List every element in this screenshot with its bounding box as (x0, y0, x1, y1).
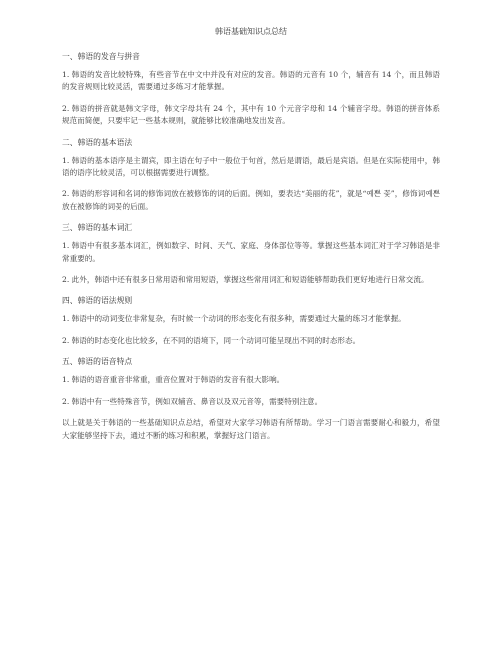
document-title: 韩语基础知识点总结 (215, 27, 287, 36)
paragraph: 1. 韩语的基本语序是主谓宾，即主语在句子中一般位于句首，然后是谓语，最后是宾语。但是在实际使用中，韩语的语序比较灵活，可以根据需要进行调整。 (62, 155, 440, 178)
paragraph: 2. 韩语的形容词和名词的修饰词放在被修饰的词的后面。例如，要表达“美丽的花”，就是“예쁜 꽃”，修饰词예쁜放在被修饰的词꽃的后面。 (62, 189, 440, 211)
paragraph: 2. 韩语的拼音就是韩文字母，韩文字母共有 24 个，其中有 10 个元音字母和 14 个辅音字母。韩语的拼音体系规范而简便，只要牢记一些基本规则，就能够比较准确地发出发音。 (62, 103, 440, 126)
paragraph: 1. 韩语中的动词变位非常复杂，有时候一个动词的形态变化有很多种，需要通过大量的练习才能掌握。 (62, 314, 406, 324)
paragraph: 2. 韩语中有一些特殊音节，例如双辅音、鼻音以及双元音等，需要特别注意。 (62, 396, 323, 406)
closing-paragraph: 以上就是关于韩语的一些基础知识点总结，希望对大家学习韩语有所帮助。学习一门语言需要耐心和毅力，希望大家能够坚持下去，通过不断的练习和积累，掌握好这门语言。 (62, 418, 440, 440)
section-phonetics (62, 356, 440, 408)
paragraph: 2. 韩语的时态变化也比较多，在不同的语境下，同一个动词可能呈现出不同的时态形态。 (62, 335, 361, 345)
paragraph: 1. 韩语的语音重音非常重，重音位置对于韩语的发音有很大影响。 (62, 375, 285, 385)
paragraph: 1. 韩语的发音比较特殊，有些音节在中文中并没有对应的发音。韩语的元音有 10 个，辅音有 14 个，而且韩语的发音规则比较灵活，需要通过多练习才能掌握。 (62, 70, 440, 92)
paragraph: 2. 此外，韩语中还有很多日常用语和常用短语，掌握这些常用词汇和短语能够帮助我们更好地进行日常交流。 (62, 275, 429, 285)
paragraph: 1. 韩语中有很多基本词汇，例如数字、时间、天气、家庭、身体部位等等。掌握这些基本词汇对于学习韩语是非常重要的。 (62, 241, 440, 263)
section-heading: 四、韩语的语法规则 (62, 296, 133, 306)
document-page (62, 26, 440, 442)
section-pronunciation (62, 51, 440, 128)
section-heading: 三、韩语的基本词汇 (62, 223, 133, 233)
section-heading: 二、韩语的基本语法 (62, 137, 133, 147)
section-heading: 五、韩语的语音特点 (62, 357, 133, 367)
section-grammar (62, 137, 440, 214)
section-grammar-rules (62, 295, 440, 347)
section-heading: 一、韩语的发音与拼音 (62, 52, 140, 61)
section-vocabulary (62, 222, 440, 286)
